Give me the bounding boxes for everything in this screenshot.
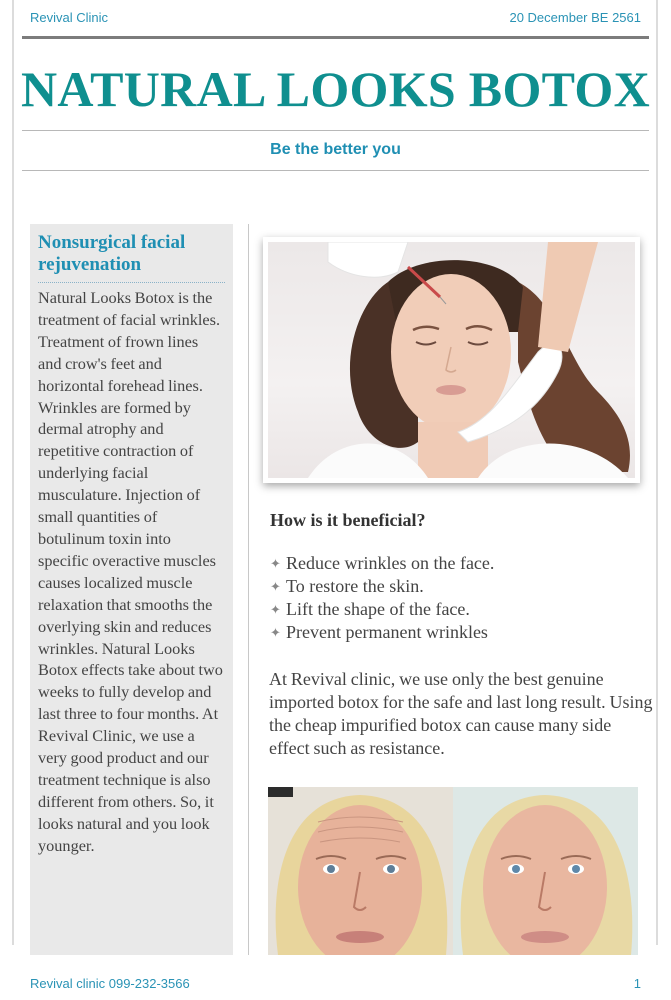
title-rule-bottom (22, 170, 649, 171)
page-header (30, 8, 641, 26)
before-after-photo (268, 787, 638, 955)
benefits-heading: How is it beneficial? (270, 510, 426, 530)
face-after-icon (453, 787, 638, 955)
benefit-text: To restore the skin. (286, 576, 424, 596)
benefit-item (270, 575, 494, 598)
header-date: 20 December BE 2561 (509, 9, 641, 25)
after-photo (453, 787, 638, 955)
benefits-list (270, 552, 494, 644)
sidebar-dotted-divider (38, 282, 225, 283)
sidebar-heading: Nonsurgical facial rejuvenation (38, 232, 186, 275)
benefit-item (270, 598, 494, 621)
sparkle-bullet-icon: ✦ (270, 625, 281, 640)
sparkle-bullet-icon: ✦ (270, 556, 281, 571)
hero-photo (268, 242, 635, 478)
page-footer (30, 976, 641, 991)
sparkle-bullet-icon: ✦ (270, 602, 281, 617)
sidebar (30, 224, 233, 955)
benefit-item (270, 621, 494, 644)
column-divider (248, 224, 249, 955)
footer-contact: Revival clinic 099-232-3566 (30, 976, 190, 991)
treatment-illustration-icon (268, 242, 635, 478)
face-before-icon (268, 787, 453, 955)
sidebar-body-text: Natural Looks Botox is the treatment of facial wrinkles. Treatment of frown lines and crow's feet and horizontal forehead lines. Wrinkles are formed by dermal atrophy and repetitive contraction of underlying facial musculature. Injection of small quantities of botulinum toxin into specific overactive muscles causes localized muscle relaxation that smooths the overlying skin and reduces wrinkles. Natural Looks Botox effects take about two weeks to fully develop and last three to four months. At Revival Clinic, we use a very good product and our treatment technique is also different from others. So, it looks natural and you look younger. (38, 288, 223, 855)
title-rule-top (22, 130, 649, 131)
header-clinic-name: Revival Clinic (30, 9, 109, 25)
quality-paragraph: At Revival clinic, we use only the best genuine imported botox for the safe and last long result. Using the cheap impurified botox can cause many side effect such as resistance. (269, 669, 653, 758)
benefit-text: Reduce wrinkles on the face. (286, 553, 495, 573)
benefit-text: Lift the shape of the face. (286, 599, 470, 619)
before-photo (268, 787, 453, 955)
header-rule (22, 36, 649, 39)
page-number: 1 (633, 976, 641, 991)
page-title: NATURAL LOOKS BOTOX (21, 61, 650, 117)
hero-photo-frame (263, 237, 640, 483)
benefit-text: Prevent permanent wrinkles (286, 622, 488, 642)
benefit-item (270, 552, 494, 575)
sparkle-bullet-icon: ✦ (270, 579, 281, 594)
tagline: Be the better you (270, 141, 401, 158)
